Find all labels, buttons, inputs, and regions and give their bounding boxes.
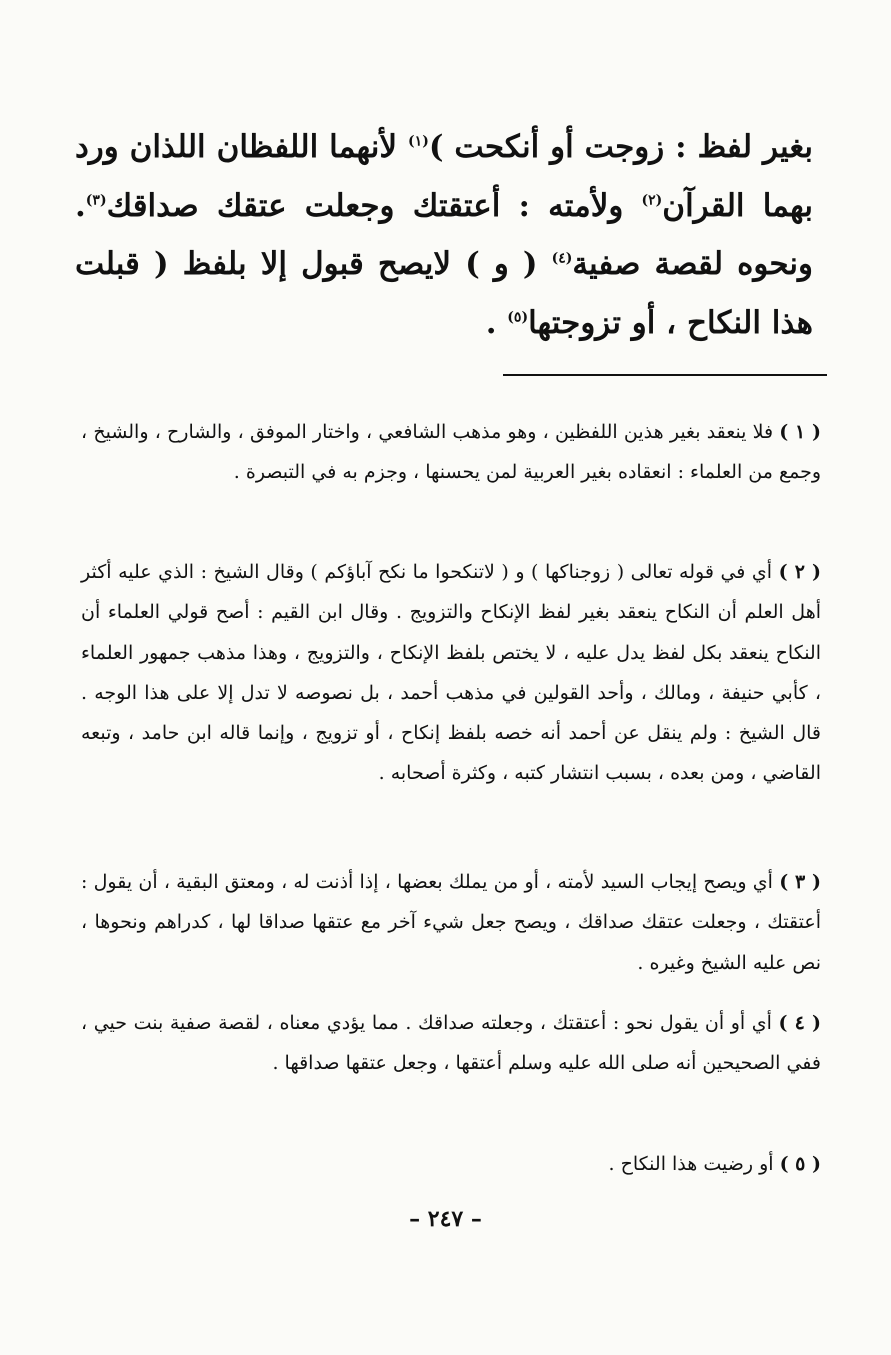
footnote-ref-4[interactable]: (٤)	[551, 250, 573, 267]
main-text-segment: . ونحوه لقصة صفية	[75, 187, 814, 282]
footnote-ref-5[interactable]: (٥)	[507, 309, 529, 326]
main-text-segment: بغير لفظ : زوجت أو أنكحت )	[428, 129, 813, 165]
footnote-ref-1[interactable]: (١)	[408, 133, 429, 150]
footnote-separator	[503, 374, 827, 376]
footnote-1	[81, 412, 821, 493]
footnote-number: ( ٥ )	[779, 1153, 821, 1175]
footnote-text: أي في قوله تعالى ( زوجناكها ) و ( لاتنكحوا ما نكح آباؤكم ) وقال الشيخ : الذي عليه أكثر أهل العلم أن النكاح ينعقد بغير لفظ الإنكاح والتزويج . وقال ابن القيم : أصح قولي العلماء أن النكاح ينعقد بكل لفظ يدل عليه ، لا يختص بلفظ الإنكاح ، والتزويج ، وهذا مذهب جمهور العلماء ، كأبي حنيفة ، ومالك ، وأحد القولين في مذهب أحمد ، بل نصوصه لا تدل إلا على هذا الوجه . قال الشيخ : ولم ينقل عن أحمد أنه خصه بلفظ إنكاح ، أو تزويج ، وإنما قاله ابن حامد ، وتبعه القاضي ، ومن بعده ، بسبب انتشار كتبه ، وكثرة أصحابه .	[81, 561, 821, 785]
page-number: – ٢٤٧ –	[409, 1206, 482, 1232]
footnote-text: أو رضيت هذا النكاح .	[608, 1153, 780, 1175]
main-text-segment: .	[485, 304, 508, 341]
footnote-ref-3[interactable]: (٣)	[85, 192, 107, 209]
footnote-2	[81, 552, 821, 794]
footnote-number: ( ٢ )	[778, 561, 821, 583]
footnote-text: فلا ينعقد بغير هذين اللفظين ، وهو مذهب الشافعي ، واختار الموفق ، والشارح ، والشيخ ، وجمع من العلماء : انعقاده بغير العربية لمن يحسنها ، وجزم به في التبصرة .	[81, 421, 821, 484]
footnote-5	[81, 1144, 821, 1184]
footnote-number: ( ٣ )	[779, 871, 821, 893]
footnote-ref-2[interactable]: (٢)	[641, 192, 663, 209]
footnote-number: ( ٤ )	[778, 1012, 822, 1034]
footnote-number: ( ١ )	[779, 421, 822, 443]
main-text	[75, 118, 813, 352]
footnote-text: أي أو أن يقول نحو : أعتقتك ، وجعلته صداقك . مما يؤدي معناه ، لقصة صفية بنت حيي ، ففي الصحيحين أنه صلى الله عليه وسلم أعتقها ، وجعل عتقها صداقها .	[81, 1012, 821, 1075]
footnote-3	[81, 862, 821, 983]
footnote-text: أي ويصح إيجاب السيد لأمته ، أو من يملك بعضها ، إذا أذنت له ، ومعتق البقية ، أن يقول : أعتقتك ، وجعلت عتقك صداقك ، ويصح جعل شيء آخر مع عتقها صداقا لها ، كدراهم ونحوها ، نص عليه الشيخ وغيره .	[81, 871, 821, 974]
footnote-4	[81, 1003, 821, 1084]
main-text-segment: لأنهما اللفظان اللذان ورد بهما القرآن	[75, 129, 813, 224]
main-text-segment: ( و ) لايصح قبول إلا بلفظ ( قبلت هذا النكاح ، أو تزوجتها	[75, 246, 813, 341]
main-text-segment: ولأمته : أعتقتك وجعلت عتقك صداقك	[106, 187, 642, 224]
